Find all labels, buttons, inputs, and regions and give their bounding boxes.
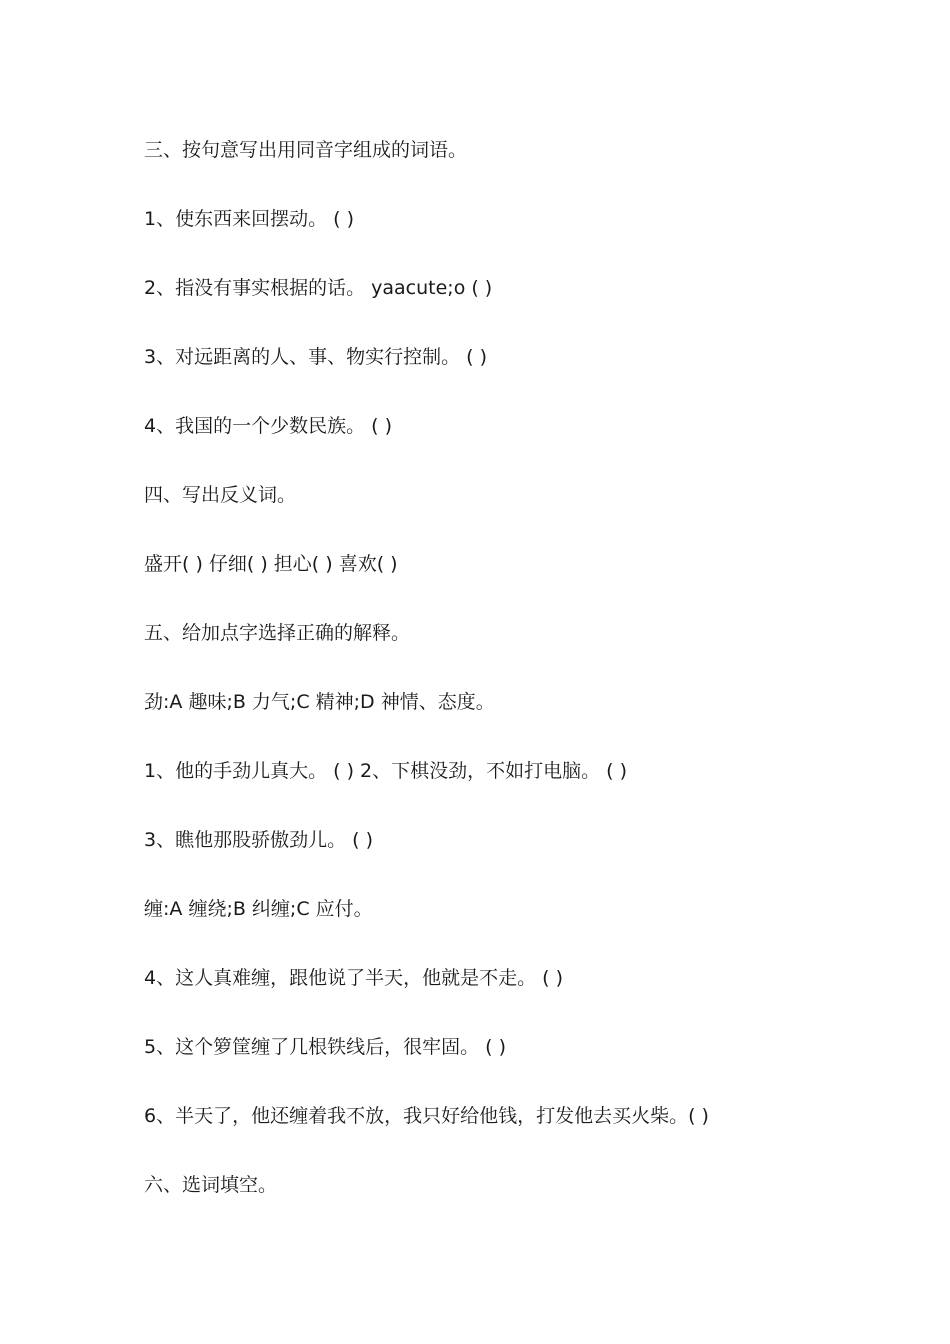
question-5-3: 3、瞧他那股骄傲劲儿。 ( ) [144, 829, 373, 851]
question-3-3: 3、对远距离的人、事、物实行控制。 ( ) [144, 346, 487, 368]
section-5-heading: 五、给加点字选择正确的解释。 [144, 622, 411, 644]
antonym-row: 盛开( ) 仔细( ) 担心( ) 喜欢( ) [144, 553, 398, 575]
question-3-1: 1、使东西来回摆动。 ( ) [144, 208, 354, 230]
question-5-1-2: 1、他的手劲儿真大。 ( ) 2、下棋没劲，不如打电脑。 ( ) [144, 760, 628, 782]
section-3-heading: 三、按句意写出用同音字组成的词语。 [144, 139, 468, 161]
question-3-2: 2、指没有事实根据的话。 yaacute;o ( ) [144, 277, 493, 299]
definition-jin: 劲:A 趣味;B 力气;C 精神;D 神情、态度。 [144, 691, 495, 713]
question-5-4: 4、这人真难缠，跟他说了半天，他就是不走。 ( ) [144, 967, 563, 989]
section-6-heading: 六、选词填空。 [144, 1174, 278, 1196]
question-5-6: 6、半天了，他还缠着我不放，我只好给他钱，打发他去买火柴。( ) [144, 1105, 709, 1127]
question-5-5: 5、这个箩筐缠了几根铁线后，很牢固。 ( ) [144, 1036, 506, 1058]
definition-chan: 缠:A 缠绕;B 纠缠;C 应付。 [144, 898, 373, 920]
question-3-4: 4、我国的一个少数民族。 ( ) [144, 415, 392, 437]
section-4-heading: 四、写出反义词。 [144, 484, 297, 506]
